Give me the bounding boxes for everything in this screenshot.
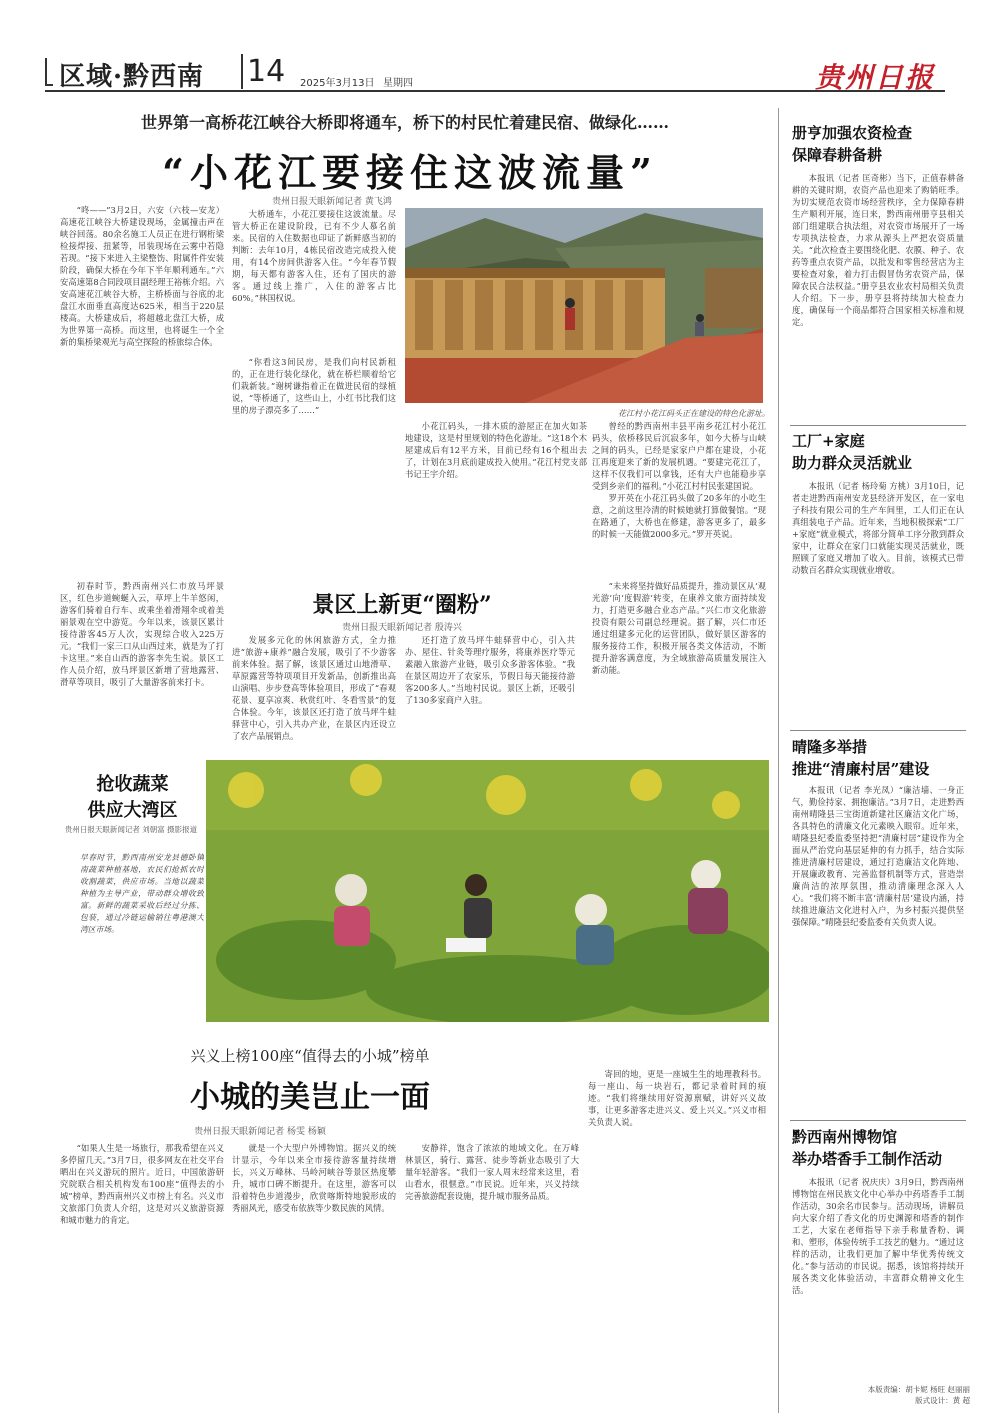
vegetable-harvest-photo <box>206 760 769 1022</box>
sidebar-story-4-body: 本报讯（记者 祝庆庆）3月9日，黔西南州博物馆在州民族文化中心举办中药塔香手工制作活动，30余名市民参与。活动现场，讲解员向大家介绍了香文化的历史渊源和塔香的制作工艺，大家在老师指导下亲手称量香粉、调和、塑形，体验传统手工技艺的魅力。“通过这样的活动，让我们更加了解中华优秀传统文化。”参与活动的市民说。据悉，该馆将持续开展各类文化体验活动，丰富群众精神文化生活。 <box>792 1177 964 1295</box>
sidebar-story-4-title-line2: 举办塔香手工制作活动 <box>792 1150 943 1168</box>
sidebar-story-4-title-line1: 黔西南州博物馆 <box>792 1128 898 1146</box>
jingqu-col4: “未来将坚持做好品质提升，推动景区从‘观光游’向‘度假游’转变，在康养文旅方面持续发力，打造更多融合业态产品。”兴仁市文化旅游投资有限公司副总经理说。据了解，兴仁市还通过组建多元化的运营团队，做好景区游客的服务接待工作，积极开展各类文体活动，不断提升游客满意度，为全域旅游高质量发展注入新动能。 <box>592 581 766 675</box>
jingqu-col3: 还打造了放马坪牛蛙驿营中心，引入共办、屋住、针灸等理疗服务，将康养医疗等元素融入旅游产业链，吸引众多游客体验。“我在景区周边开了农家乐，节假日每天能接待游客200多人。”当地村民说。景区上新，还吸引了130多家商户入驻。 <box>405 635 575 705</box>
jingqu-col2: 发展多元化的休闲旅游方式，全力推进“旅游+康养”融合发展，吸引了不少游客前来体验。据了解，该景区通过山地滑草、草原露营等特项项目开发新品，创新推出高山演唱、步步登高等体验项目，形成了“春观花景、夏享凉爽、秋赏红叶、冬看雪景”的复合体验。今年，该景区还打造了放马坪牛蛙驿营中心，引入共办产业，在景区内还设立了农产品展销点。 <box>232 635 396 741</box>
jingqu-byline: 贵州日报天眼新闻记者 殷涛兴 <box>342 623 462 633</box>
page-number: 14 <box>241 54 285 89</box>
sidebar-rule-2 <box>790 730 966 731</box>
top-story-col1: “咚——”3月2日，六安（六枝—安龙）高速花江峡谷大桥建设现场，金属撞击声在峡谷回荡。80余名施工人员正在进行钢桁梁检接焊接、扭紧等，吊装现场在云雾中若隐若现。“接下来进入主梁整饬、附属件件安装阶段，确保大桥在今年下半年顺利通车。”六安高速第8合同段项目副经理王裕栋介绍。六安高速花江峡谷大桥，主桥桥面与谷底的北盘江水面垂直高度达625米，相当于220层楼高。大桥建成后，将超越北盘江大桥，成为世界第一高桥。而这里，也将诞生一个全新的集桥梁观光与高空探险的桥旅综合体。 <box>60 205 224 347</box>
vegetable-headline-1: 抢收蔬菜 <box>96 774 169 795</box>
paper-logo: 贵州日报 <box>814 61 935 94</box>
sidebar-story-3-body: 本报讯（记者 李光凤）“廉洁墙、一身正气，勤俭持家、拥抱廉洁。”3月7日，走进黔西南州晴隆县三宝街道新建社区廉洁文化广场，各具特色的清廉文化元素映入眼帘。近年来，晴隆县纪委监委坚持把“清廉村居”建设作为全面从严治党向基层延伸的有力抓手，结合实际推进清廉村居建设，通过打造廉洁文化阵地、开展廉政教育、完善监督机制等方式，营造崇廉尚洁的浓厚氛围，推动清廉理念深入人心。“我们将不断丰富‘清廉村居’建设内涵，持续推进廉洁文化进村入户，为乡村振兴提供坚强保障。”晴隆县纪委监委有关负责人说。 <box>792 785 964 927</box>
top-story-photo-caption: 花江村小花江码头正在建设的特色化游址。 <box>618 409 770 418</box>
sidebar-story-2-title-line2: 助力群众灵活就业 <box>792 454 913 472</box>
sidebar-story-4-title <box>792 1126 962 1170</box>
vegetable-caption: 早春时节，黔西南州安龙县德卧镇南蔬菜种植基地，农民们抢抓农时收割蔬菜，供应市场。当地以蔬菜种植为主导产业，带动群众增收致富。新鲜的蔬菜采收后经过分拣、包装，通过冷链运输销往粤港澳大湾区市场。 <box>80 853 204 934</box>
top-story-col2b: 曾经的黔西南州丰县平南乡花江村小花江码头，依桥移民后沉寂多年，如今大桥与山峡之间的码头，已经是家家户户都在建设，小花江再度迎来了新的发展机遇。“要建完花江了，这样不仅我们可以拿钱，还有大户也能稳步享受到乡亲们的福利。”小花江村村民张建国说。 <box>592 421 766 490</box>
top-story-deck: 世界第一高桥花江峡谷大桥即将通车，桥下的村民忙着建民宿、做绿化…… <box>140 113 669 132</box>
vegetable-headline-2: 供应大湾区 <box>87 800 178 821</box>
sidebar-footer-credit: 本版责编：胡卡妮 杨旺 赵丽丽 版式设计：黄 超 <box>867 1385 970 1405</box>
top-story-col5: 小花江码头，一排木质的游屋正在加火如茶地建设，这是村里规划的特色化游址。“这18个木屋建成后有12平方米，目前已经有16个租出去了，计划在3月底前建成投入使用。”花江村党支部书记王宇介绍。 <box>405 421 587 479</box>
xingyi-col1: “如果人生是一场旅行，那我希望在兴义多停留几天。”3月7日，很多网友在社交平台晒出在兴义游玩的照片。近日，中国旅游研究院联合相关机构发布100座“值得去的小城”榜单，黔西南州兴义市榜上有名。兴义市文旅部门负责人介绍，这是对兴义旅游资源和城市魅力的肯定。 <box>60 1143 224 1225</box>
top-story-headline: “小花江要接住这波流量” <box>162 150 658 195</box>
issue-weekday: 星期四 <box>383 78 413 89</box>
xingyi-col4: 寄回的地，更是一座城生生的地理教科书。每一座山、每一块岩石，都记录着时间的痕迹。“我们将继续用好资源禀赋，讲好兴义故事，让更多游客走进兴义、爱上兴义。”兴义市相关负责人说。 <box>588 1069 766 1127</box>
xingyi-byline: 贵州日报天眼新闻记者 杨雯 杨颖 <box>194 1127 326 1137</box>
sidebar-story-2-body: 本报讯（记者 杨玲菊 方桃）3月10日，记者走进黔西南州安龙县经济开发区，在一家电子科技有限公司的生产车间里，工人们正在认真组装电子产品。近年来，当地积极探索“工厂+家庭”就业模式，将部分简单工序分散到群众家中，让群众在家门口就能实现灵活就业，既照顾了家庭又增加了收入。目前，该模式已带动数百名群众实现就业增收。 <box>792 481 964 575</box>
bamboo-cabin-photo <box>405 208 763 403</box>
vegetable-byline: 贵州日报天眼新闻记者 刘朝富 摄影报道 <box>64 825 198 834</box>
xingyi-col3: 安静祥，饱含了浓浓的地域文化。在万峰林景区，骑行、露营、徒步等新业态吸引了大量年轻游客。“我们一家人周末经常来这里，看山看水，很惬意。”市民说。近年来，兴义持续完善旅游配套设施，提升城市服务品质。 <box>405 1143 579 1201</box>
sidebar-divider <box>778 108 779 1413</box>
xingyi-headline: 小城的美岂止一面 <box>190 1080 430 1115</box>
sidebar-story-1-title-line2: 保障春耕备耕 <box>792 146 883 164</box>
xingyi-col2: 就是一个大型户外博物馆。据兴义的统计显示，今年以来全市接待游客量持续增长，兴义万峰林、马岭河峡谷等景区热度攀升，城市口碑不断提升。在这里，游客可以沿着特色步道漫步，欣赏喀斯特地貌形成的秀丽风光，感受布依族等少数民族的风情。 <box>232 1143 396 1213</box>
sidebar-story-3-title-line2: 推进“清廉村居”建设 <box>792 760 930 778</box>
jingqu-col1: 初春时节，黔西南州兴仁市放马坪景区，红色步道蜿蜒入云，草坪上牛羊悠闲，游客们骑着自行车、或乘坐着滑翔伞或着美丽景观在空中游览。今年以来，该景区累计接待游客45万人次，实现综合收入225万元。“我们一家三口从山西过来，就是为了打卡这里。”来自山西的游客李先生说。景区工作人员介绍，放马坪景区新增了营地露营、滑草等项目，吸引了大量游客前来打卡。 <box>60 581 224 687</box>
construction-scene <box>405 208 763 403</box>
sidebar-story-2-title-line1: 工厂+家庭 <box>792 432 865 450</box>
xingyi-kicker: 兴义上榜100座“值得去的小城”榜单 <box>190 1047 430 1065</box>
masthead <box>45 52 945 92</box>
sidebar-story-1-title-line1: 册亨加强农资检查 <box>792 124 913 142</box>
section-title: 区域·黔西南 <box>59 62 205 92</box>
sidebar-story-3-title-line1: 晴隆多举措 <box>792 738 868 756</box>
harvest-scene <box>206 760 769 1022</box>
top-story-col4: “你看这3间民房，是我们向村民新租的，正在进行装化绿化，就在桥栏顺着给它们栽新装。”谢树谦指着正在做进民宿的绿植说，“等桥通了，这些山上，小红书比我们这里的房子漂亮多了……” <box>232 357 396 415</box>
sidebar-rule-1 <box>790 425 966 426</box>
sidebar-story-2-title <box>792 430 962 474</box>
top-story-byline: 贵州日报天眼新闻记者 黄飞鸿 <box>272 197 392 207</box>
sidebar-story-1-body: 本报讯（记者 匡奇彬）当下，正值春耕备耕的关键时期，农资产品也迎来了购销旺季。为切实规范农资市场经营秩序，全力保障春耕生产顺利开展，连日来，黔西南州册亨县相关部门组建联合执法组，对农资市场展开了一场专项执法检查，力求从源头上严把农资质量关。“此次检查主要围绕化肥、农膜、种子、农药等重点农资产品，以批发和零售经营店为主要检查对象，着力打击假冒伪劣农资产品，保障农民合法权益。”册亨县农业农村局相关负责人介绍。下一步，册亨县将持续加大检查力度，确保每一个商品都符合国家相关标准和规定。 <box>792 173 964 327</box>
issue-date: 2025年3月13日 <box>300 78 375 89</box>
jingqu-headline: 景区上新更“圈粉” <box>312 592 492 618</box>
sidebar-story-1-title <box>792 122 962 166</box>
top-story-col6: 罗开英在小花江码头做了20多年的小吃生意，之前这里冷清的时候她就打算做餐馆。“现在路通了，大桥也在修建，游客更多了，最多的时候一天能做2000多元。”罗开英说。 <box>592 493 766 539</box>
top-story-col2: 大桥通车，小花江要接住这波流量。尽管大桥正在建设阶段，已有不少人慕名前来。民宿的入住数据也印证了新鲜感当初的判断：去年10月，4栋民宿改造完成投入使用，有14个房间供游客入住。“今年春节假期，每天都有游客入住，还有了国庆的游客。通过线上推广，入住的游客占比60%。”林国权说。 <box>232 209 396 303</box>
section-bracket <box>45 58 53 86</box>
sidebar-rule-3 <box>790 1120 966 1121</box>
sidebar-story-3-title <box>792 736 962 780</box>
